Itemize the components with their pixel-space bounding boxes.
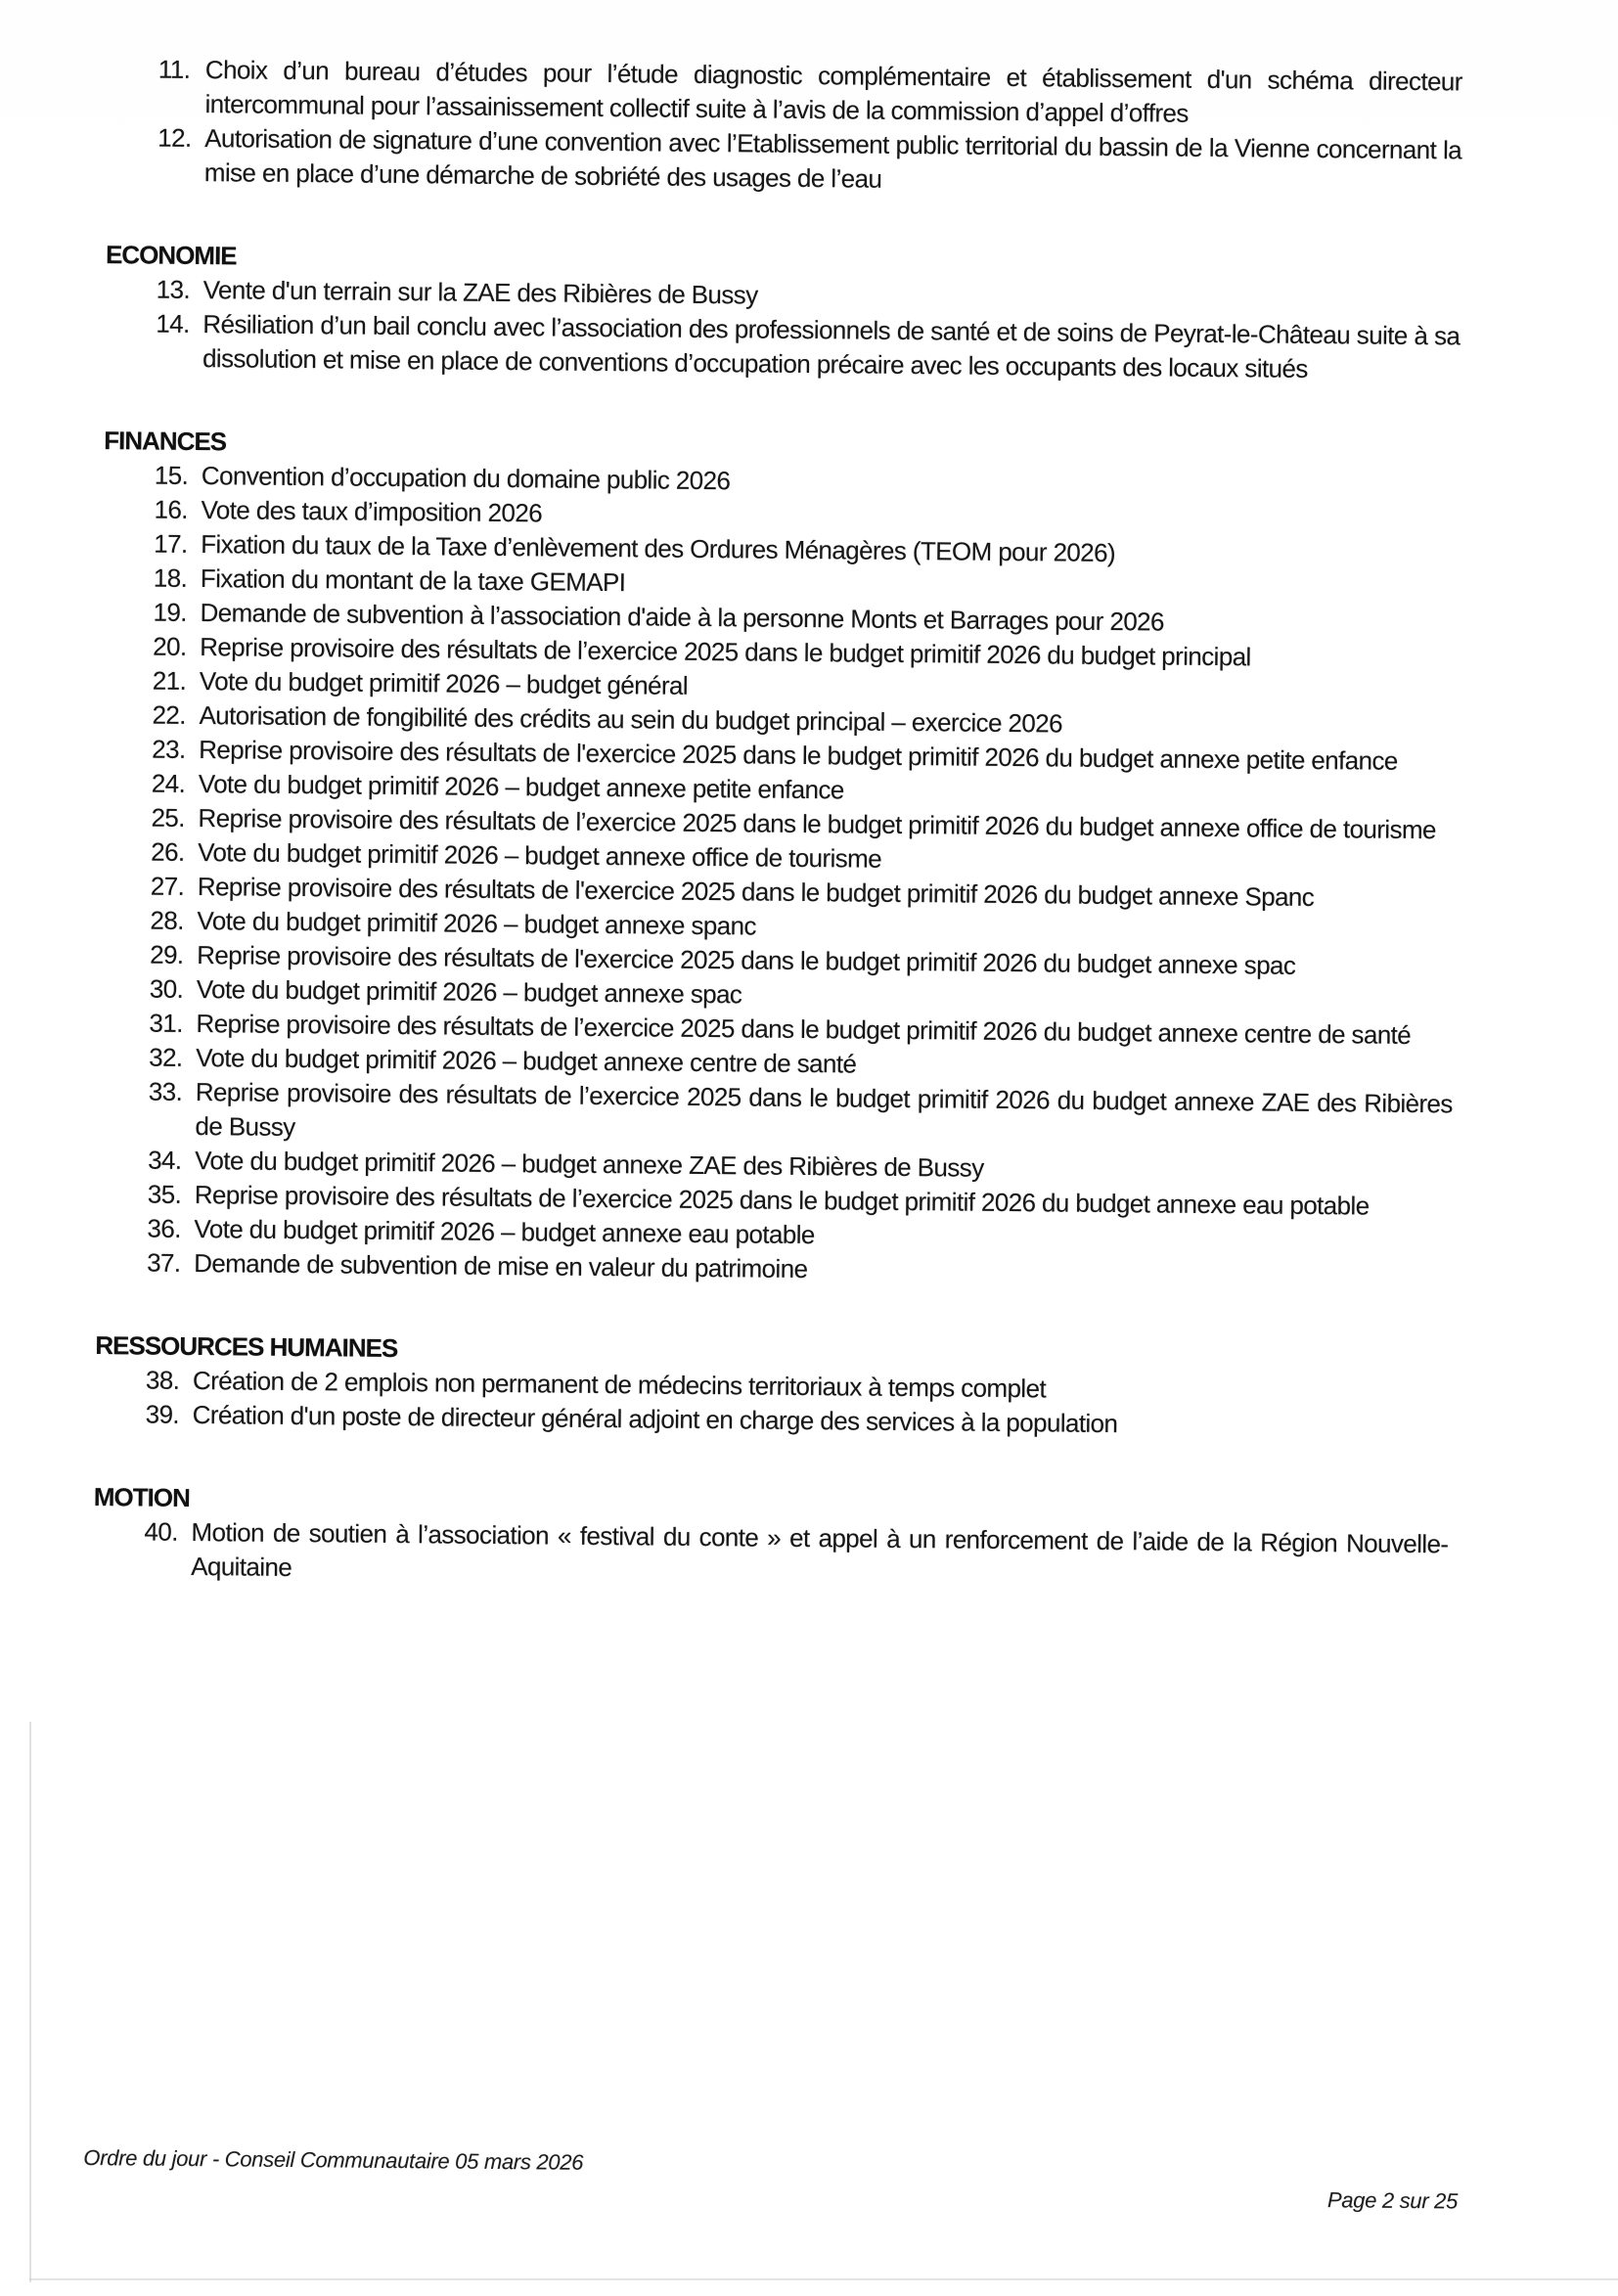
agenda-item-number: 24. [151,768,186,798]
agenda-item-number: 26. [151,836,185,867]
agenda-item-number: 32. [149,1042,183,1072]
agenda-item-number: 12. [157,122,192,153]
agenda-item-text: Autorisation de signature d’une convention avec l’Etablissement public territorial du bassin de la Vienne concernant la mise en place d’une démarche de sobriété des usages de l’eau [203,123,1462,194]
agenda-item-number: 20. [153,631,187,661]
agenda-item-number: 15. [154,460,189,490]
agenda-item-text: Reprise provisoire des résultats de l’exercice 2025 dans le budget primitif 2026 du budget principal [200,632,1251,672]
agenda-item-text: Vote du budget primitif 2026 – budget annexe centre de santé [196,1043,857,1079]
agenda-item-number: 29. [150,939,184,969]
section-heading: MOTION [93,1482,190,1512]
section-heading: ECONOMIE [105,240,237,271]
agenda-item-number: 14. [156,308,190,338]
agenda-item-text: Résiliation d’un bail conclu avec l’association des professionnels de santé et de soins de Peyrat-le-Château suite à sa dissolution et mise en place de conventions d’occupation précaire avec les occupants des locaux situés [202,309,1461,383]
agenda-item-number: 30. [149,973,184,1004]
agenda-item [95,306,1461,387]
agenda-item-number: 39. [145,1399,180,1429]
agenda-item-number: 40. [144,1516,179,1547]
agenda-item-text: Fixation du montant de la taxe GEMAPI [200,563,626,598]
agenda-item-number: 17. [154,528,188,559]
agenda-item-text: Reprise provisoire des résultats de l’exercice 2025 dans le budget primitif 2026 du budget annexe office de tourisme [198,803,1436,845]
footer-document-title: Ordre du jour - Conseil Communautaire 05 mars 2026 [83,2144,584,2175]
agenda-item-number: 27. [150,871,185,901]
agenda-body [83,52,1462,1596]
scan-edge-artifact-bottom [29,2278,1618,2280]
agenda-item-number: 33. [148,1076,183,1106]
agenda-item-number: 16. [154,494,189,524]
agenda-item-text: Vote du budget primitif 2026 – budget annexe spanc [197,906,756,941]
agenda-item-text: Vote du budget primitif 2026 – budget général [199,666,689,700]
agenda-item-number: 34. [148,1145,182,1175]
agenda-item-text: Fixation du taux de la Taxe d’enlèvement des Ordures Ménagères (TEOM pour 2026) [201,529,1116,568]
agenda-item-number: 25. [151,802,186,833]
agenda-item-text: Vote du budget primitif 2026 – budget annexe ZAE des Ribières de Bussy [195,1146,984,1183]
agenda-item-text: Vote du budget primitif 2026 – budget annexe spac [196,974,742,1010]
agenda-item-number: 19. [153,597,188,627]
agenda-item-text: Autorisation de fongibilité des crédits au sein du budget principal – exercice 2026 [199,700,1063,739]
agenda-item-number: 18. [153,563,188,593]
agenda-item-number: 35. [147,1179,182,1209]
agenda-item-text: Motion de soutien à l’association « festival du conte » et appel à un renforcement de l’aide de la Région Nouvelle-Aquitaine [191,1517,1449,1582]
agenda-item [87,1074,1453,1155]
section-heading: RESSOURCES HUMAINES [95,1330,398,1364]
agenda-item-number: 22. [152,699,187,730]
agenda-item-text: Vote du budget primitif 2026 – budget annexe petite enfance [198,769,844,805]
agenda-item-text: Demande de subvention à l’association d'aide à la personne Monts et Barrages pour 2026 [200,598,1165,637]
agenda-item-text: Création de 2 emplois non permanent de médecins territoriaux à temps complet [192,1366,1047,1404]
section-heading: FINANCES [104,426,227,457]
scan-edge-artifact-left [29,1722,31,2282]
agenda-item [97,120,1462,202]
agenda-item-text: Reprise provisoire des résultats de l'exercice 2025 dans le budget primitif 2026 du budget annexe spac [197,940,1296,980]
footer-page-number: Page 2 sur 25 [1326,2187,1459,2214]
agenda-item-text: Reprise provisoire des résultats de l'exercice 2025 dans le budget primitif 2026 du budget annexe petite enfance [199,735,1398,776]
agenda-item-number: 28. [150,905,185,935]
agenda-item-text: Reprise provisoire des résultats de l'exercice 2025 dans le budget primitif 2026 du budget annexe Spanc [197,872,1315,912]
agenda-item-number: 23. [152,734,186,764]
agenda-item-number: 36. [147,1213,181,1243]
agenda-item-number: 21. [152,665,187,696]
agenda-item-text: Demande de subvention de mise en valeur du patrimoine [194,1248,808,1284]
agenda-item-text: Convention d’occupation du domaine public 2026 [201,461,731,496]
agenda-item-text: Reprise provisoire des résultats de l’exercice 2025 dans le budget primitif 2026 du budget annexe ZAE des Ribières de Bussy [195,1077,1453,1143]
agenda-item-number: 31. [149,1008,183,1038]
agenda-item [97,52,1462,133]
agenda-item-text: Vente d'un terrain sur la ZAE des Ribières de Bussy [202,275,758,310]
agenda-item-text: Vote du budget primitif 2026 – budget annexe eau potable [194,1214,815,1250]
agenda-item-text: Choix d’un bureau d’études pour l’étude diagnostic complémentaire et établissement d'un schéma directeur intercommunal pour l’assainissement collectif suite à l’avis de la commission d’appel d’offres [204,55,1462,128]
agenda-item-text: Vote des taux d’imposition 2026 [201,495,543,528]
agenda-item-text: Création d'un poste de directeur général adjoint en charge des services à la population [192,1400,1118,1439]
agenda-item [83,1514,1449,1596]
agenda-item-number: 37. [147,1247,181,1278]
agenda-item-number: 13. [156,274,191,304]
agenda-item-text: Reprise provisoire des résultats de l’exercice 2025 dans le budget primitif 2026 du budget annexe centre de santé [196,1009,1412,1050]
agenda-item-text: Vote du budget primitif 2026 – budget annexe office de tourisme [198,837,882,874]
agenda-item-number: 38. [145,1365,180,1395]
agenda-item-number: 11. [157,54,191,84]
agenda-item-text: Reprise provisoire des résultats de l’exercice 2025 dans le budget primitif 2026 du budget annexe eau potable [194,1180,1370,1221]
